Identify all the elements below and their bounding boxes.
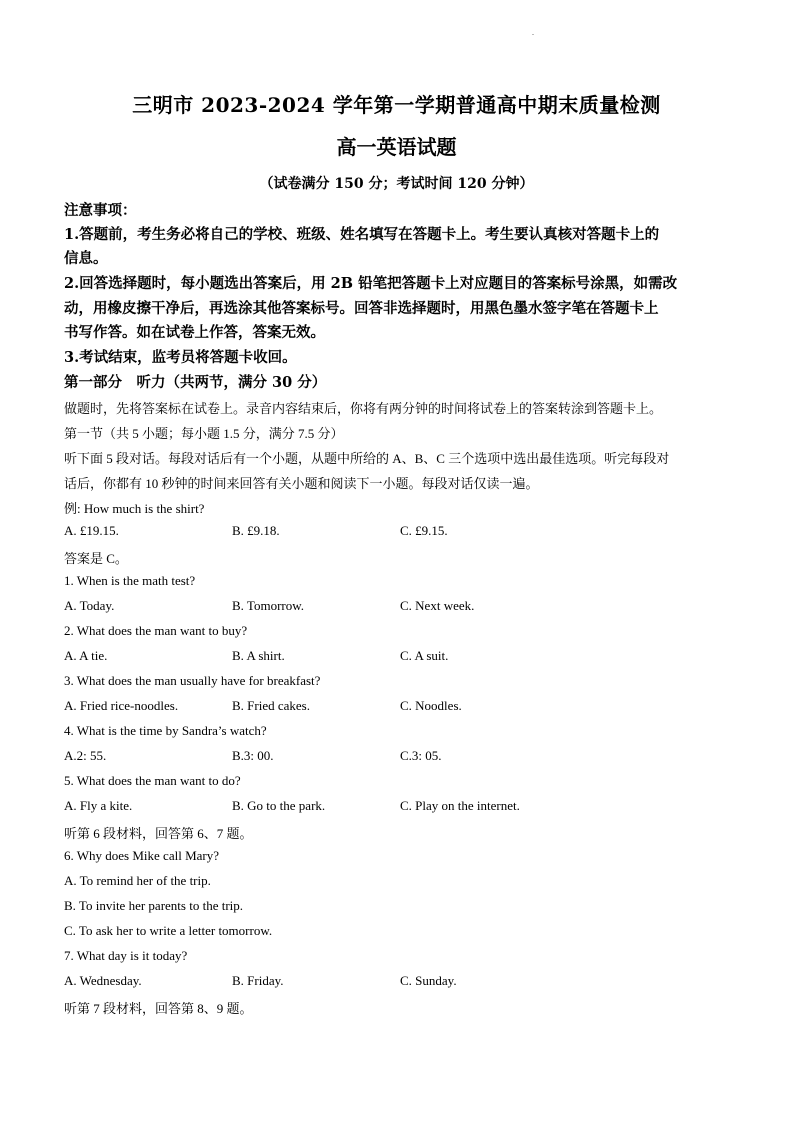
question-7-option-a: A. Wednesday. bbox=[64, 973, 142, 988]
question-4-option-b: B.3: 00. bbox=[232, 748, 274, 763]
question-7: 7. What day is it today? bbox=[64, 948, 188, 963]
example-answer: 答案是 C。 bbox=[64, 551, 128, 566]
example-question: 例: How much is the shirt? bbox=[64, 501, 205, 516]
question-6: 6. Why does Mike call Mary? bbox=[64, 848, 219, 863]
notice-item-2-line-1: 2.回答选择题时，每小题选出答案后，用 2B 铅笔把答题卡上对应题目的答案标号涂黑，如需改 bbox=[64, 275, 678, 292]
notice-item-1-line-1: 1.答题前，考生务必将自己的学校、班级、姓名填写在答题卡上。考生要认真核对答题卡上的 bbox=[64, 226, 660, 243]
question-7-option-c: C. Sunday. bbox=[400, 973, 457, 988]
section1-heading: 第一节（共 5 小题；每小题 1.5 分，满分 7.5 分） bbox=[64, 426, 344, 441]
question-5-option-a: A. Fly a kite. bbox=[64, 798, 133, 813]
notice-heading: 注意事项： bbox=[64, 202, 137, 219]
exam-subtitle: 高一英语试题 bbox=[336, 135, 457, 159]
question-3-option-b: B. Fried cakes. bbox=[232, 698, 310, 713]
question-4: 4. What is the time by Sandra’s watch? bbox=[64, 723, 267, 738]
notice-item-1-line-2: 信息。 bbox=[64, 250, 108, 267]
question-5-option-c: C. Play on the internet. bbox=[400, 798, 520, 813]
question-3: 3. What does the man usually have for breakfast? bbox=[64, 673, 321, 688]
passage-6-instruction: 听第 6 段材料，回答第 6、7 题。 bbox=[64, 826, 253, 841]
question-1-option-c: C. Next week. bbox=[400, 598, 475, 613]
question-4-option-a: A.2: 55. bbox=[64, 748, 107, 763]
notice-item-2-line-3: 书写作答。如在试卷上作答，答案无效。 bbox=[64, 324, 325, 341]
question-4-option-c: C.3: 05. bbox=[400, 748, 442, 763]
question-1: 1. When is the math test? bbox=[64, 573, 196, 588]
question-1-option-b: B. Tomorrow. bbox=[232, 598, 305, 613]
question-2-option-c: C. A suit. bbox=[400, 648, 449, 663]
example-option-b: B. £9.18. bbox=[232, 523, 280, 538]
notice-item-2-line-2: 动，用橡皮擦干净后，再选涂其他答案标号。回答非选择题时，用黑色墨水签字笔在答题卡上 bbox=[64, 300, 659, 317]
part1-heading: 第一部分 听力（共两节，满分 30 分） bbox=[64, 374, 327, 391]
exam-score-time-note: （试卷满分 150 分；考试时间 120 分钟） bbox=[259, 176, 534, 192]
question-3-option-a: A. Fried rice-noodles. bbox=[64, 698, 179, 713]
question-7-option-b: B. Friday. bbox=[232, 973, 284, 988]
question-6-option-a: A. To remind her of the trip. bbox=[64, 873, 211, 888]
exam-title: 三明市 2023-2024 学年第一学期普通高中期末质量检测 bbox=[132, 93, 661, 117]
question-5-option-b: B. Go to the park. bbox=[232, 798, 326, 813]
question-5: 5. What does the man want to do? bbox=[64, 773, 241, 788]
question-2: 2. What does the man want to buy? bbox=[64, 623, 248, 638]
example-option-c: C. £9.15. bbox=[400, 523, 448, 538]
question-2-option-b: B. A shirt. bbox=[232, 648, 285, 663]
question-6-option-b: B. To invite her parents to the trip. bbox=[64, 898, 244, 913]
scan-speck bbox=[532, 34, 534, 35]
section1-instructions-line-2: 话后，你都有 10 秒钟的时间来回答有关小题和阅读下一小题。每段对话仅读一遍。 bbox=[64, 476, 539, 491]
example-option-a: A. £19.15. bbox=[64, 523, 119, 538]
section1-instructions-line-1: 听下面 5 段对话。每段对话后有一个小题，从题中所给的 A、B、C 三个选项中选出最佳选项。听完每段对 bbox=[64, 451, 670, 466]
notice-item-3: 3.考试结束，监考员将答题卡收回。 bbox=[64, 349, 297, 366]
part1-intro: 做题时，先将答案标在试卷上。录音内容结束后，你将有两分钟的时间将试卷上的答案转涂到答题卡上。 bbox=[64, 401, 663, 416]
question-6-option-c: C. To ask her to write a letter tomorrow. bbox=[64, 923, 273, 938]
question-1-option-a: A. Today. bbox=[64, 598, 115, 613]
question-2-option-a: A. A tie. bbox=[64, 648, 108, 663]
passage-7-instruction: 听第 7 段材料，回答第 8、9 题。 bbox=[64, 1001, 253, 1016]
question-3-option-c: C. Noodles. bbox=[400, 698, 462, 713]
